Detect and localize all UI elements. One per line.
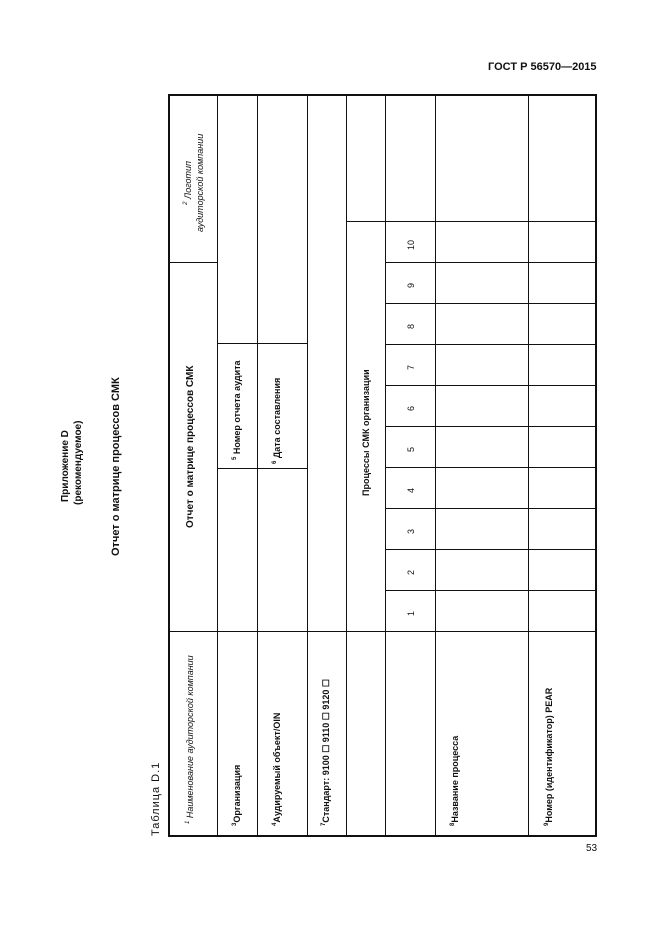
appendix-status: (рекомендуемое) (73, 420, 84, 505)
process-number: 5 (406, 446, 416, 452)
field-process-name: $^8$Название процесса (450, 735, 460, 826)
process-number: 3 (406, 528, 416, 534)
process-number: 10 (406, 239, 416, 250)
table-caption: Таблица D.1 (150, 761, 162, 836)
document-id: ГОСТ Р 56570—2015 (488, 61, 597, 73)
field-organization: $^3$Организация (232, 764, 242, 826)
process-number: 9 (406, 282, 416, 288)
appendix-title: Приложение D (60, 430, 71, 502)
field-audit-report-number: $^5$ Номер отчета аудита (232, 360, 242, 460)
process-number: 6 (406, 405, 416, 411)
process-number: 1 (406, 610, 416, 616)
processes-heading: Процессы СМК организации (361, 369, 371, 496)
field-date: $^6$ Дата составления (272, 377, 282, 464)
field-auditor-company: $^1$ Наименование аудиторской компании (185, 655, 195, 824)
report-title: Отчет о матрице процессов СМК (185, 365, 196, 528)
field-audited-object: $^4$Аудируемый объект/OIN (272, 712, 282, 826)
appendix-heading: Отчет о матрице процессов СМК (110, 377, 122, 556)
process-number: 8 (406, 323, 416, 329)
process-number: 2 (406, 569, 416, 575)
field-logo: $^2$ Логотип аудиторской компании (183, 133, 205, 232)
process-number: 7 (406, 364, 416, 370)
field-standard: $^7$Стандарт: 9100 ☐ 9110 ☐ 9120 ☐ (321, 679, 331, 826)
field-pear-number: $^9$Номер (идентификатор) PEAR (544, 687, 554, 826)
page-number: 53 (586, 843, 598, 854)
process-number: 4 (406, 487, 416, 493)
